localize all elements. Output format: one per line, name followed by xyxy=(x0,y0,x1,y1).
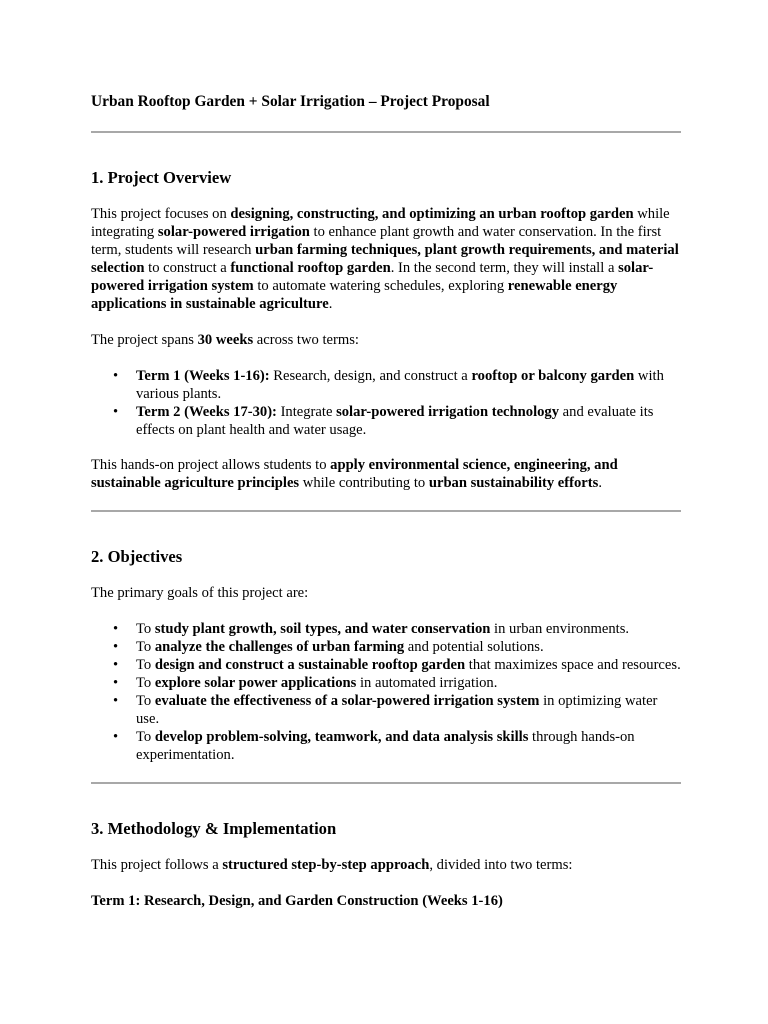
document-title: Urban Rooftop Garden + Solar Irrigation – Project Proposal xyxy=(91,93,490,110)
bold-text: renewable energy applications in sustainable agriculture xyxy=(91,278,618,312)
bold-text: 30 weeks xyxy=(197,332,254,348)
text-run: To xyxy=(136,729,155,745)
methodology-intro xyxy=(91,856,681,874)
bold-text: solar-powered irrigation system xyxy=(91,260,654,294)
text-run: This hands-on project allows students to xyxy=(91,457,331,473)
text-run: Integrate xyxy=(276,404,337,420)
text-run: . In the second term, they will install a xyxy=(390,260,619,276)
bold-text: Term 2 (Weeks 17-30): xyxy=(136,404,277,420)
bullet-icon: • xyxy=(113,657,119,673)
text-run: To xyxy=(136,639,155,655)
text-run: , divided into two terms: xyxy=(429,857,573,873)
bold-text: solar-powered irrigation technology xyxy=(336,404,560,420)
text-run: The primary goals of this project are: xyxy=(91,585,309,601)
objectives-intro xyxy=(91,584,681,602)
bullet-icon: • xyxy=(113,368,119,384)
text-run: across two terms: xyxy=(253,332,359,348)
text-run: in optimizing water use. xyxy=(136,693,658,727)
text-run: . xyxy=(328,296,333,312)
text-run: in automated irrigation. xyxy=(356,675,498,691)
text-run: . xyxy=(598,475,602,491)
duration-paragraph xyxy=(91,331,681,349)
text-run: to construct a xyxy=(144,260,231,276)
text-run: while integrating xyxy=(91,206,670,240)
bullet-icon: • xyxy=(113,675,119,691)
text-run: to enhance plant growth and water conservation. In the first term, students will research xyxy=(91,224,662,258)
divider xyxy=(91,131,681,133)
bullet-icon: • xyxy=(113,639,119,655)
bold-text: design and construct a sustainable rooftop garden xyxy=(154,657,466,673)
text-run: and potential solutions. xyxy=(404,639,544,655)
section-heading-methodology: 3. Methodology & Implementation xyxy=(91,819,337,838)
bold-text: study plant growth, soil types, and water conservation xyxy=(154,621,491,637)
section-heading-overview: 1. Project Overview xyxy=(91,168,232,187)
text-run: through hands-on experimentation. xyxy=(136,729,635,763)
text-run: To xyxy=(136,621,155,637)
bold-text: designing, constructing, and optimizing an urban rooftop garden xyxy=(230,206,634,222)
text-run: with various plants. xyxy=(136,368,664,402)
bold-text: analyze the challenges of urban farming xyxy=(154,639,405,655)
term1-subheading: Term 1: Research, Design, and Garden Construction (Weeks 1-16) xyxy=(91,893,503,909)
bold-text: develop problem-solving, teamwork, and data analysis skills xyxy=(154,729,529,745)
bold-text: Term 1 (Weeks 1-16): xyxy=(136,368,270,384)
list-item xyxy=(91,638,681,656)
objectives-list xyxy=(91,620,681,764)
text-run: To xyxy=(136,657,155,673)
list-item xyxy=(91,620,681,638)
text-run: that maximizes space and resources. xyxy=(465,657,681,673)
document-page xyxy=(91,91,681,910)
divider xyxy=(91,782,681,784)
bold-text: evaluate the effectiveness of a solar-powered irrigation system xyxy=(154,693,540,709)
bold-text: functional rooftop garden xyxy=(230,260,391,276)
list-item xyxy=(91,367,681,403)
text-run: Research, design, and construct a xyxy=(269,368,472,384)
text-run: to automate watering schedules, exploring xyxy=(253,278,508,294)
bold-text: urban sustainability efforts xyxy=(428,475,599,491)
text-run: This project follows a xyxy=(91,857,223,873)
bold-text: apply environmental science, engineering, and sustainable agriculture principles xyxy=(91,457,618,491)
bullet-icon: • xyxy=(113,404,119,420)
bold-text: explore solar power applications xyxy=(154,675,357,691)
text-run: To xyxy=(136,693,155,709)
divider xyxy=(91,510,681,512)
text-run: To xyxy=(136,675,155,691)
list-item xyxy=(91,728,681,764)
text-run: while contributing to xyxy=(299,475,429,491)
list-item xyxy=(91,403,681,439)
terms-list xyxy=(91,367,681,439)
text-run: in urban environments. xyxy=(490,621,630,637)
overview-paragraph xyxy=(91,205,681,313)
bold-text: solar-powered irrigation xyxy=(157,224,310,240)
bold-text: rooftop or balcony garden xyxy=(471,368,635,384)
bullet-icon: • xyxy=(113,693,119,709)
hands-on-paragraph xyxy=(91,456,681,492)
text-run: This project focuses on xyxy=(91,206,231,222)
list-item xyxy=(91,692,681,728)
text-run: The project spans xyxy=(91,332,198,348)
text-run: and evaluate its effects on plant health and water usage. xyxy=(136,404,654,438)
bullet-icon: • xyxy=(113,621,119,637)
bold-text: structured step-by-step approach xyxy=(222,857,430,873)
list-item xyxy=(91,656,681,674)
bullet-icon: • xyxy=(113,729,119,745)
bold-text: urban farming techniques, plant growth requirements, and material selection xyxy=(91,242,679,276)
section-heading-objectives: 2. Objectives xyxy=(91,547,183,566)
list-item xyxy=(91,674,681,692)
